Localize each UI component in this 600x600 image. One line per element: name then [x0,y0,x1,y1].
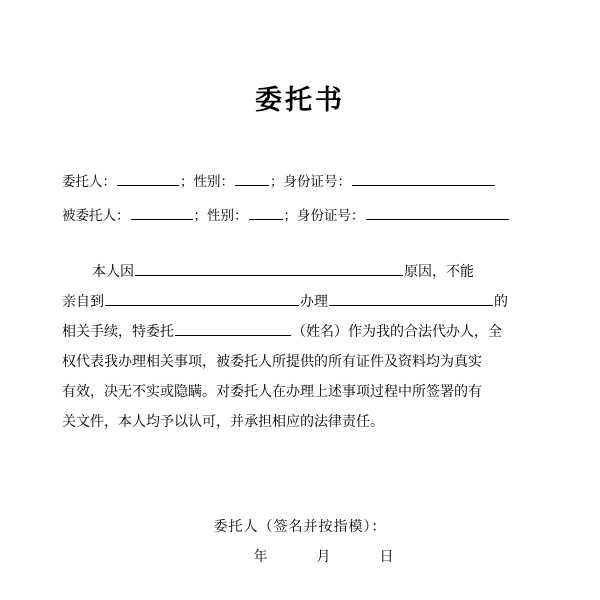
handle-label: 办理 [300,294,328,310]
entrustor-label: 委托人： [62,174,116,190]
entrusted-id-label: ；身份证号： [283,208,365,224]
entrusted-gender-label: ；性别： [193,208,248,224]
signature-block [0,512,600,572]
body-line-6: 关文件，本人均予以认可，并承担相应的法律责任。 [62,414,384,430]
entrusted-name-blank[interactable] [131,205,193,220]
visit-prefix: 亲自到 [62,294,104,310]
entrust-suffix: （姓名）作为我的合法代办人，全 [292,324,502,340]
entrusted-row [62,199,538,233]
handle-suffix: 的 [494,294,508,310]
reason-prefix: 本人因 [92,264,134,280]
page-title: 委托书 [255,85,345,116]
entrusted-label: 被委托人： [62,208,130,224]
entrustor-id-label: ；身份证号： [270,174,351,190]
date-line [0,542,600,572]
body-line-5: 有效，决无不实或隐瞒。对委托人在办理上述事项过程中所签署的有 [62,384,482,400]
date-month-label: 月 [316,549,332,565]
entrust-prefix: 相关手续，特委托 [62,324,174,340]
entrusted-id-blank[interactable] [366,205,509,220]
entrustor-name-blank[interactable] [117,171,179,186]
party-fields [0,117,600,233]
entrustor-gender-blank[interactable] [235,171,269,186]
entrustor-gender-label: ；性别： [180,174,234,190]
reason-suffix: 原因，不能 [404,264,474,280]
entrustor-row [62,165,538,199]
body-line-4: 权代表我办理相关事项，被委托人所提供的所有证件及资料均为真实 [62,354,482,370]
reason-blank[interactable] [135,261,403,276]
body-paragraph [62,257,542,437]
entrusted-gender-blank[interactable] [249,205,283,220]
date-day-label: 日 [379,549,395,565]
entrustor-id-blank[interactable] [352,171,495,186]
body-text [0,233,600,437]
handle-matter-blank[interactable] [329,291,493,306]
visit-place-blank[interactable] [105,291,299,306]
date-year-label: 年 [253,549,269,565]
signature-label: 委托人（签名并按指模）： [213,519,387,535]
agent-name-blank[interactable] [175,321,291,336]
